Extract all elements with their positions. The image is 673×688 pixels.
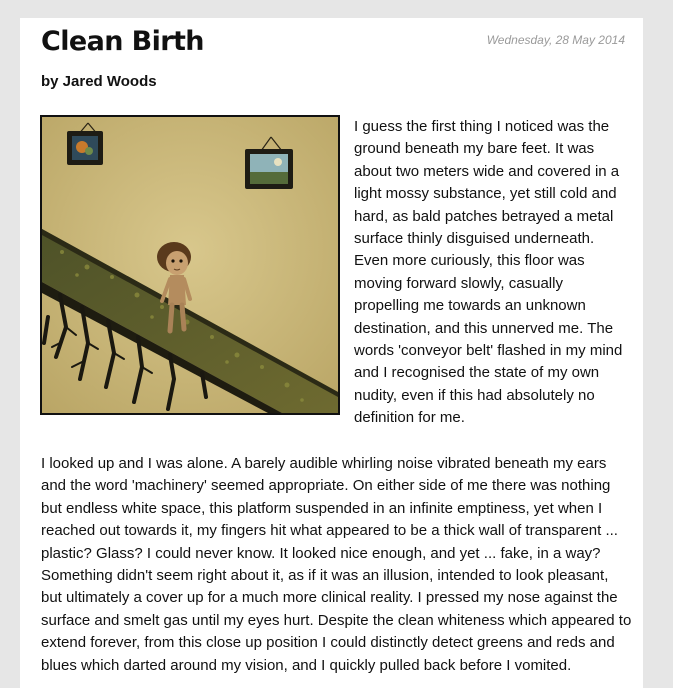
article-paragraph-2: I looked up and I was alone. A barely audible whirling noise vibrated beneath my ears and the word 'machinery' seemed appropriate. On either side of me there was nothing but endless white space, this platform suspended in an infinite emptiness, yet when I reached out towards it, my fingers hit what appeared to be a thick wall of transparent ... plastic? Glass? I could never know. It looked nice enough, and yet ... fake, in a way? Something didn't seem right about it, as if it was an illusion, intended to look pleasant, but ultimately a cover up for a much more clinical reality. I pressed my nose against the surface and smelt gas until my eyes hurt. Despite the clean whiteness which appeared to extend forever, from this close up position I could distinctly detect greens and reds and blues which darted around my vision, and I quickly pulled back before I vomited. xyxy=(41,455,632,674)
author-byline: by Jared Woods xyxy=(41,73,157,90)
publish-date: Wednesday, 28 May 2014 xyxy=(486,33,625,47)
article-card xyxy=(20,18,643,688)
conveyor-belt-illustration xyxy=(40,115,340,415)
article-title: Clean Birth xyxy=(41,26,204,57)
article-paragraph-1: I guess the first thing I noticed was the ground beneath my bare feet. It was about two meters wide and covered in a light mossy substance, yet still cold and hard, as bald patches betrayed a metal surface thinly disguised underneath. Even more curiously, this floor was moving forward slowly, casually propelling me towards an unknown destination, and this unnerved me. The words 'conveyor belt' flashed in my mind and I recognised the state of my own nudity, even if this had absolutely no definition for me. xyxy=(354,118,623,427)
